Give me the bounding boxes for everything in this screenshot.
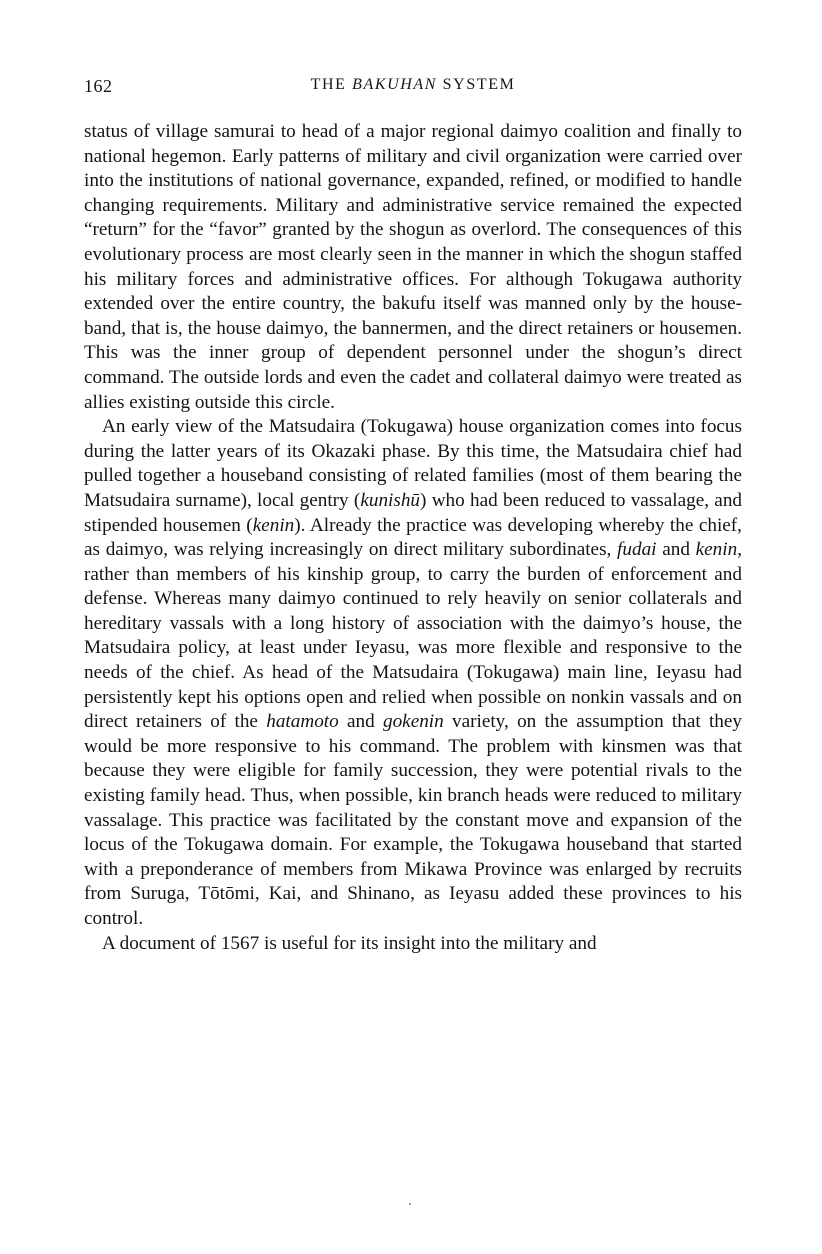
paragraph-2-segment: ). Already the practice was developing whereby the chief, as daimyo, was relying increasingly on direct military subordinates, [84, 514, 742, 561]
term-kenin: kenin [252, 514, 295, 536]
paragraph-2 [84, 415, 742, 931]
term-hatamoto: hatamoto [266, 711, 339, 733]
paragraph-2-segment: and [656, 539, 696, 561]
term-fudai: fudai [617, 539, 657, 561]
paragraph-3: A document of 1567 is useful for its insight into the military and [102, 932, 597, 954]
running-head [84, 70, 742, 104]
running-head-title-pre: THE [310, 76, 353, 93]
page-number: 162 [84, 76, 113, 96]
paragraph-2-segment: ) who had been reduced to vassalage, and stipended housemen ( [84, 489, 743, 536]
running-head-title [84, 76, 742, 94]
paragraph-2-segment: An early view of the Matsudaira (Tokugawa) house organization comes into focus during the latter years of its Okazaki phase. By this time, the Matsudaira chief had pulled together a houseband consisting of related families (most of them bearing the Matsudaira surname), local gentry ( [84, 416, 742, 511]
paragraph-2-segment: variety, on the assumption that they would be more responsive to his command. The problem with kinsmen was that because they were eligible for family succession, they were potential rivals to the existing family head. Thus, when possible, kin branch heads were reduced to military vassalage. This practice was facilitated by the constant move and expansion of the locus of the Tokugawa domain. For example, the Tokugawa houseband that started with a preponderance of members from Mikawa Province was enlarged by recruits from Suruga, Tōtōmi, Kai, and Shinano, as Ieyasu added these provinces to his control. [84, 711, 743, 929]
term-kunishu: kunishū [360, 489, 421, 511]
body-text [84, 120, 742, 956]
running-head-title-post: SYSTEM [437, 76, 516, 93]
term-gokenin: gokenin [382, 711, 444, 733]
paragraph-2-segment: , rather than members of his kinship group, to carry the burden of enforcement and defense. Whereas many daimyo continued to rely heavily on senior collaterals and hereditary vassals with a long history of association with the daimyo’s house, the Matsudaira policy, at least under Ieyasu, was more flexible and responsive to the needs of the chief. As head of the Matsudaira (Tokugawa) main line, Ieyasu had persistently kept his options open and relied when possible on nonkin vassals and on direct retainers of the [84, 539, 742, 733]
term-kenin: kenin [695, 539, 738, 561]
paragraph-1: status of village samurai to head of a major regional daimyo coalition and finally to national hegemon. Early patterns of military and civil organization were carried over into the institutions of national governance, expanded, refined, or modified to handle changing requirements. Military and administrative service remained the expected “return” for the “favor” granted by the shogun as overlord. The consequences of this evolutionary process are most clearly seen in the manner in which the shogun staffed his military forces and administrative offices. For although Tokugawa authority extended over the entire country, the bakufu itself was manned only by the houseband, that is, the house daimyo, the bannermen, and the direct retainers or housemen. This was the inner group of dependent personnel under the shogun’s direct command. The outside lords and even the cadet and collateral daimyo were treated as allies existing outside this circle. [84, 121, 742, 413]
running-head-title-italic: BAKUHAN [352, 76, 438, 93]
paragraph-2-segment: and [338, 711, 383, 733]
print-speck [409, 1203, 411, 1205]
book-page [84, 70, 742, 956]
